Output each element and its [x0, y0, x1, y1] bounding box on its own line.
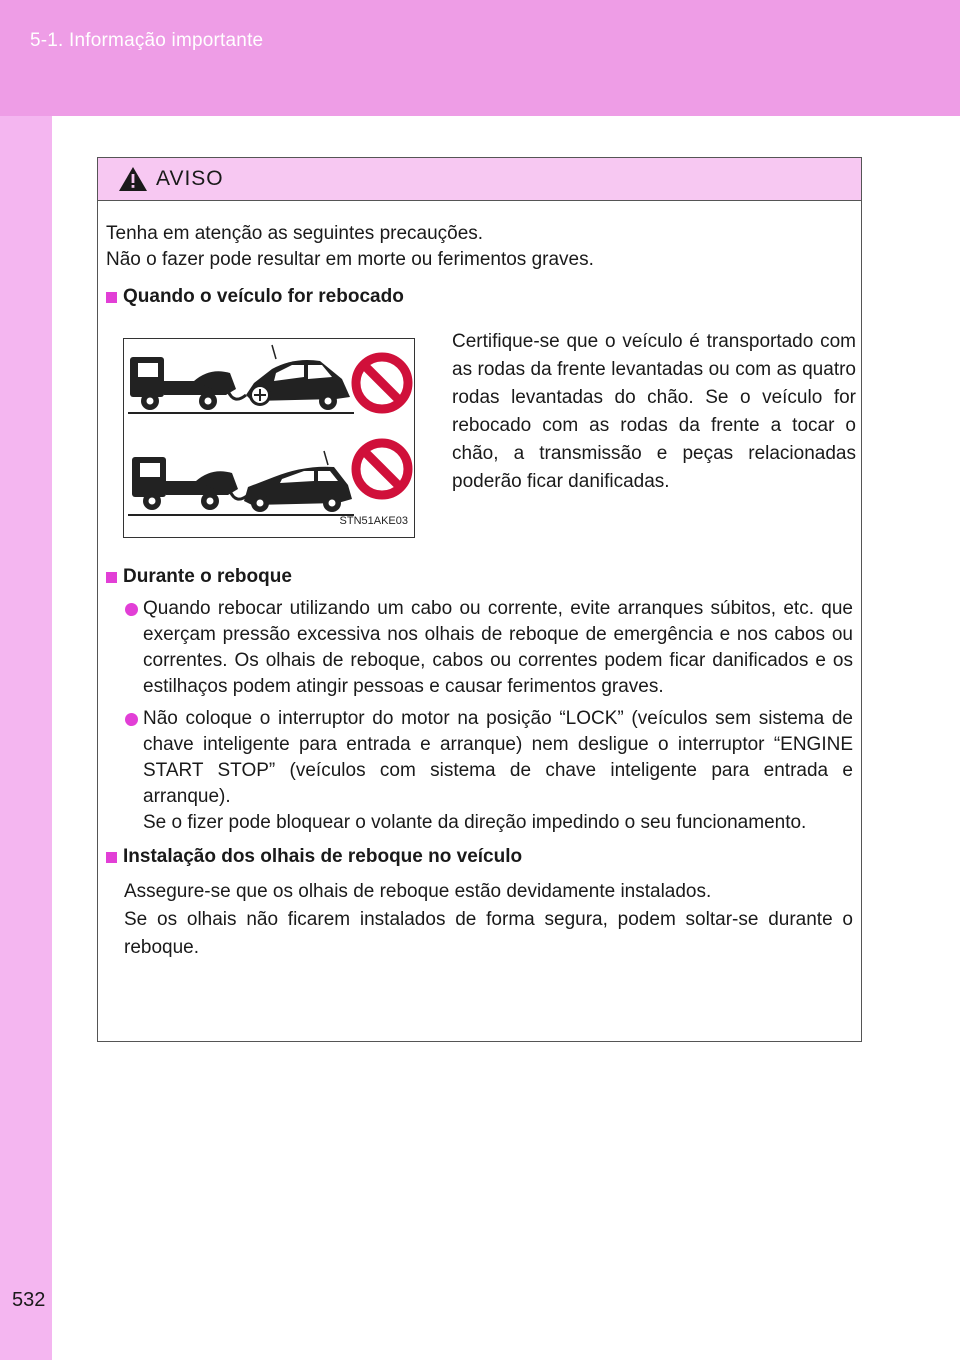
list-item: [106, 596, 853, 700]
tow-truck-bottom-icon: [132, 457, 248, 510]
tow-truck-top-icon: [130, 357, 246, 410]
intro-line: Não o fazer pode resultar em morte ou ferimentos graves.: [106, 249, 594, 270]
warning-body: [98, 201, 861, 962]
section-title: 5-1. Informação importante: [30, 30, 264, 51]
square-bullet-icon: [106, 572, 117, 583]
bullet-text: Não coloque o interruptor do motor na posição “LOCK” (veículos sem sistema de chave inteligente para entrada e arranque) nem desligue o interruptor “ENGINE START STOP” (veículos com sistema de chave inteligente para entrada e arranque).: [143, 708, 853, 807]
warning-box: [97, 157, 862, 1042]
warning-triangle-icon: [118, 166, 148, 192]
figure-caption: STN51AKE03: [339, 515, 408, 527]
bullet-text: Quando rebocar utilizando um cabo ou corrente, evite arranques súbitos, etc. que exerçam pressão excessiva nos olhais de reboque de emergência e nos cabos ou correntes. Os olhais de reboque, cabos ou correntes podem ficar danificados e os estilhaços podem atingir pessoas e causar ferimentos graves.: [143, 598, 853, 697]
towing-illustration: [123, 338, 415, 538]
install-line: Assegure-se que os olhais de reboque estão devidamente instalados.: [124, 881, 712, 902]
install-text: [106, 878, 853, 962]
section-heading-install: [106, 844, 853, 870]
towed-car-bottom-icon: [244, 451, 352, 512]
list-item: [106, 706, 853, 836]
towed-car-top-icon: [246, 345, 350, 410]
bullet-extra-text: Se o fizer pode bloquear o volante da direção impedindo o seu funcionamento.: [143, 812, 807, 833]
intro-line: Tenha em atenção as seguintes precauções.: [106, 223, 484, 244]
header-band: [0, 0, 960, 116]
warning-header: [98, 158, 861, 201]
install-line: Se os olhais não ficarem instalados de forma segura, podem soltar-se durante o reboque.: [124, 909, 853, 958]
side-band: [0, 116, 52, 1360]
page-number: 532: [12, 1289, 46, 1311]
warning-intro: [106, 221, 853, 273]
round-bullet-icon: [125, 603, 138, 616]
square-bullet-icon: [106, 292, 117, 303]
warning-title: AVISO: [156, 167, 224, 190]
section-heading-towing: [106, 284, 853, 310]
prohibition-icon-top: [356, 357, 408, 409]
section-heading-text: Instalação dos olhais de reboque no veículo: [123, 846, 523, 867]
square-bullet-icon: [106, 852, 117, 863]
section-heading-text: Durante o reboque: [123, 566, 292, 587]
prohibition-icon-bottom: [356, 443, 408, 495]
round-bullet-icon: [125, 713, 138, 726]
towing-figure-row: [106, 318, 856, 558]
towing-text: Certifique-se que o veículo é transportado com as rodas da frente levantadas ou com as quatro rodas levantadas do chão. Se o veículo for rebocado com as rodas da frente a tocar o chão, a transmissão e peças relacionadas poderão ficar danificadas.: [452, 331, 856, 492]
section-heading-during-tow: [106, 564, 853, 590]
section-heading-text: Quando o veículo for rebocado: [123, 286, 404, 307]
